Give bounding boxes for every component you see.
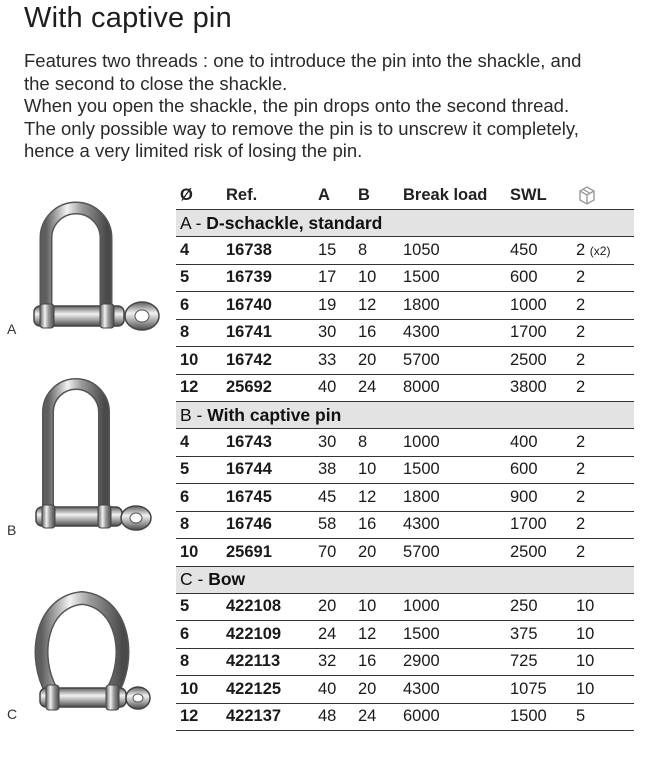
cell-ref: 16745 [222,484,314,512]
cell-break-load: 5700 [399,539,506,567]
cell-pack [572,374,634,402]
table-row [176,374,634,402]
cell-b: 16 [354,648,399,676]
cell-break-load: 1500 [399,621,506,649]
figure-label-b: B [7,522,17,538]
pack-quantity: 5 [576,707,586,726]
cell-pack [572,484,634,512]
cell-ref: 422125 [222,676,314,704]
cell-swl: 2500 [506,539,572,567]
header-diameter: Ø [176,181,222,210]
cell-a: 20 [314,593,354,621]
table-row [176,511,634,539]
cell-swl: 2500 [506,347,572,375]
pack-note: (x2) [589,243,611,258]
cell-a: 58 [314,511,354,539]
bow-shackle-image [30,588,170,728]
d-shackle-image [28,200,168,350]
cell-diameter: 8 [176,648,222,676]
cell-diameter: 8 [176,319,222,347]
cell-pack [572,676,634,704]
cell-b: 20 [354,539,399,567]
cell-a: 30 [314,319,354,347]
cell-swl: 375 [506,621,572,649]
cell-break-load: 1000 [399,429,506,457]
pack-quantity: 2 [576,432,586,451]
section-name: Bow [208,569,246,589]
cell-swl: 725 [506,648,572,676]
cell-ref: 16743 [222,429,314,457]
cell-a: 48 [314,703,354,731]
cell-swl: 250 [506,593,572,621]
table-header-row [176,181,634,210]
description-line: Features two threads : one to introduce the pin into the shackle, and [24,50,582,71]
cell-swl: 1000 [506,292,572,320]
cell-break-load: 4300 [399,676,506,704]
pack-quantity: 10 [576,652,595,671]
header-ref: Ref. [222,181,314,210]
table-row [176,264,634,292]
cell-pack [572,237,634,265]
cell-a: 15 [314,237,354,265]
cell-break-load: 1000 [399,593,506,621]
header-break-load: Break load [399,181,506,210]
pack-quantity: 10 [576,624,595,643]
cell-swl: 600 [506,456,572,484]
cell-diameter: 5 [176,456,222,484]
header-a: A [314,181,354,210]
table-row [176,429,634,457]
cell-a: 38 [314,456,354,484]
section-letter: C - [180,569,204,589]
cell-b: 16 [354,511,399,539]
cell-a: 30 [314,429,354,457]
table-row [176,292,634,320]
cell-break-load: 1800 [399,292,506,320]
cell-pack [572,539,634,567]
cell-ref: 422137 [222,703,314,731]
description-line: hence a very limited risk of losing the pin. [24,140,363,162]
description [24,50,639,163]
section-title [176,210,634,237]
cell-break-load: 5700 [399,347,506,375]
cell-pack [572,347,634,375]
pack-quantity: 2 [576,460,586,479]
pack-quantity: 2 [576,295,586,314]
cell-ref: 25691 [222,539,314,567]
cell-a: 40 [314,676,354,704]
header-b: B [354,181,399,210]
long-d-shackle-image [30,372,170,550]
table-row [176,237,634,265]
cell-a: 32 [314,648,354,676]
cell-pack [572,648,634,676]
cell-ref: 422113 [222,648,314,676]
cell-a: 40 [314,374,354,402]
cell-diameter: 6 [176,621,222,649]
cell-diameter: 4 [176,237,222,265]
table-row [176,676,634,704]
cell-a: 33 [314,347,354,375]
table-row [176,648,634,676]
cell-ref: 16740 [222,292,314,320]
cell-diameter: 6 [176,484,222,512]
figure-label-a: A [7,321,17,337]
pack-quantity: 10 [576,597,595,616]
cell-b: 8 [354,429,399,457]
cell-break-load: 1050 [399,237,506,265]
cell-pack [572,429,634,457]
cell-break-load: 1500 [399,264,506,292]
section-letter: B - [180,404,203,425]
cell-ref: 16742 [222,347,314,375]
pack-quantity: 2 [576,487,586,506]
cell-diameter: 4 [176,429,222,457]
cell-swl: 900 [506,484,572,512]
cell-b: 10 [354,593,399,621]
cell-break-load: 8000 [399,374,506,402]
cell-break-load: 2900 [399,648,506,676]
description-line: The only possible way to remove the pin is to unscrew it completely, [24,117,579,139]
cell-a: 17 [314,264,354,292]
description-line: the second to close the shackle. [24,72,288,94]
cell-diameter: 12 [176,703,222,731]
pack-quantity: 2 [576,378,586,397]
cell-diameter: 10 [176,676,222,704]
cell-swl: 600 [506,264,572,292]
cell-pack [572,703,634,731]
cell-swl: 1700 [506,319,572,347]
table-row [176,347,634,375]
cell-ref: 422109 [222,621,314,649]
cell-b: 12 [354,292,399,320]
cell-b: 20 [354,347,399,375]
cell-b: 10 [354,456,399,484]
cell-ref: 16741 [222,319,314,347]
figure-label-c: C [7,706,18,722]
section-header-row [176,566,634,593]
cell-break-load: 4300 [399,511,506,539]
page-title: With captive pin [24,2,232,34]
cell-pack [572,319,634,347]
table-row [176,456,634,484]
cell-swl: 1075 [506,676,572,704]
cell-ref: 16739 [222,264,314,292]
section-name: D-schackle, standard [206,212,383,233]
section-header-row [176,402,634,429]
table-row [176,593,634,621]
pack-quantity: 2 [576,268,586,287]
cell-b: 16 [354,319,399,347]
cell-pack [572,593,634,621]
cell-swl: 1700 [506,511,572,539]
cell-swl: 3800 [506,374,572,402]
cell-break-load: 1500 [399,456,506,484]
cell-diameter: 10 [176,539,222,567]
cell-b: 24 [354,374,399,402]
cell-ref: 16738 [222,237,314,265]
pack-quantity: 2 [576,323,586,342]
pack-quantity: 2 [576,515,586,534]
table-row [176,621,634,649]
cell-diameter: 6 [176,292,222,320]
cell-b: 8 [354,237,399,265]
cell-pack [572,511,634,539]
cell-pack [572,292,634,320]
cell-diameter: 12 [176,374,222,402]
cell-ref: 25692 [222,374,314,402]
table-row [176,484,634,512]
cell-swl: 400 [506,429,572,457]
cell-ref: 16746 [222,511,314,539]
cell-ref: 16744 [222,456,314,484]
cell-pack [572,456,634,484]
cell-b: 20 [354,676,399,704]
cell-a: 24 [314,621,354,649]
table-row [176,703,634,731]
section-letter: A - [180,212,202,233]
cell-b: 24 [354,703,399,731]
table-row [176,319,634,347]
cell-swl: 450 [506,237,572,265]
cell-diameter: 8 [176,511,222,539]
cell-diameter: 5 [176,264,222,292]
description-line: When you open the shackle, the pin drops onto the second thread. [24,95,570,117]
package-icon [576,184,598,206]
cell-a: 19 [314,292,354,320]
cell-swl: 1500 [506,703,572,731]
cell-a: 70 [314,539,354,567]
cell-b: 12 [354,621,399,649]
cell-b: 12 [354,484,399,512]
cell-break-load: 4300 [399,319,506,347]
cell-diameter: 10 [176,347,222,375]
cell-diameter: 5 [176,593,222,621]
section-title [176,402,634,429]
cell-pack [572,621,634,649]
cell-ref: 422108 [222,593,314,621]
section-name: With captive pin [207,404,342,425]
header-swl: SWL [506,181,572,210]
cell-break-load: 6000 [399,703,506,731]
section-header-row [176,210,634,237]
section-title [176,566,634,593]
cell-b: 10 [354,264,399,292]
pack-quantity: 2 [576,350,586,369]
pack-quantity: 10 [576,679,595,698]
specs-table [176,181,634,731]
cell-a: 45 [314,484,354,512]
header-pack [572,181,634,210]
cell-pack [572,264,634,292]
pack-quantity: 2 [576,542,586,561]
pack-quantity: 2 [576,240,586,259]
cell-break-load: 1800 [399,484,506,512]
table-row [176,539,634,567]
